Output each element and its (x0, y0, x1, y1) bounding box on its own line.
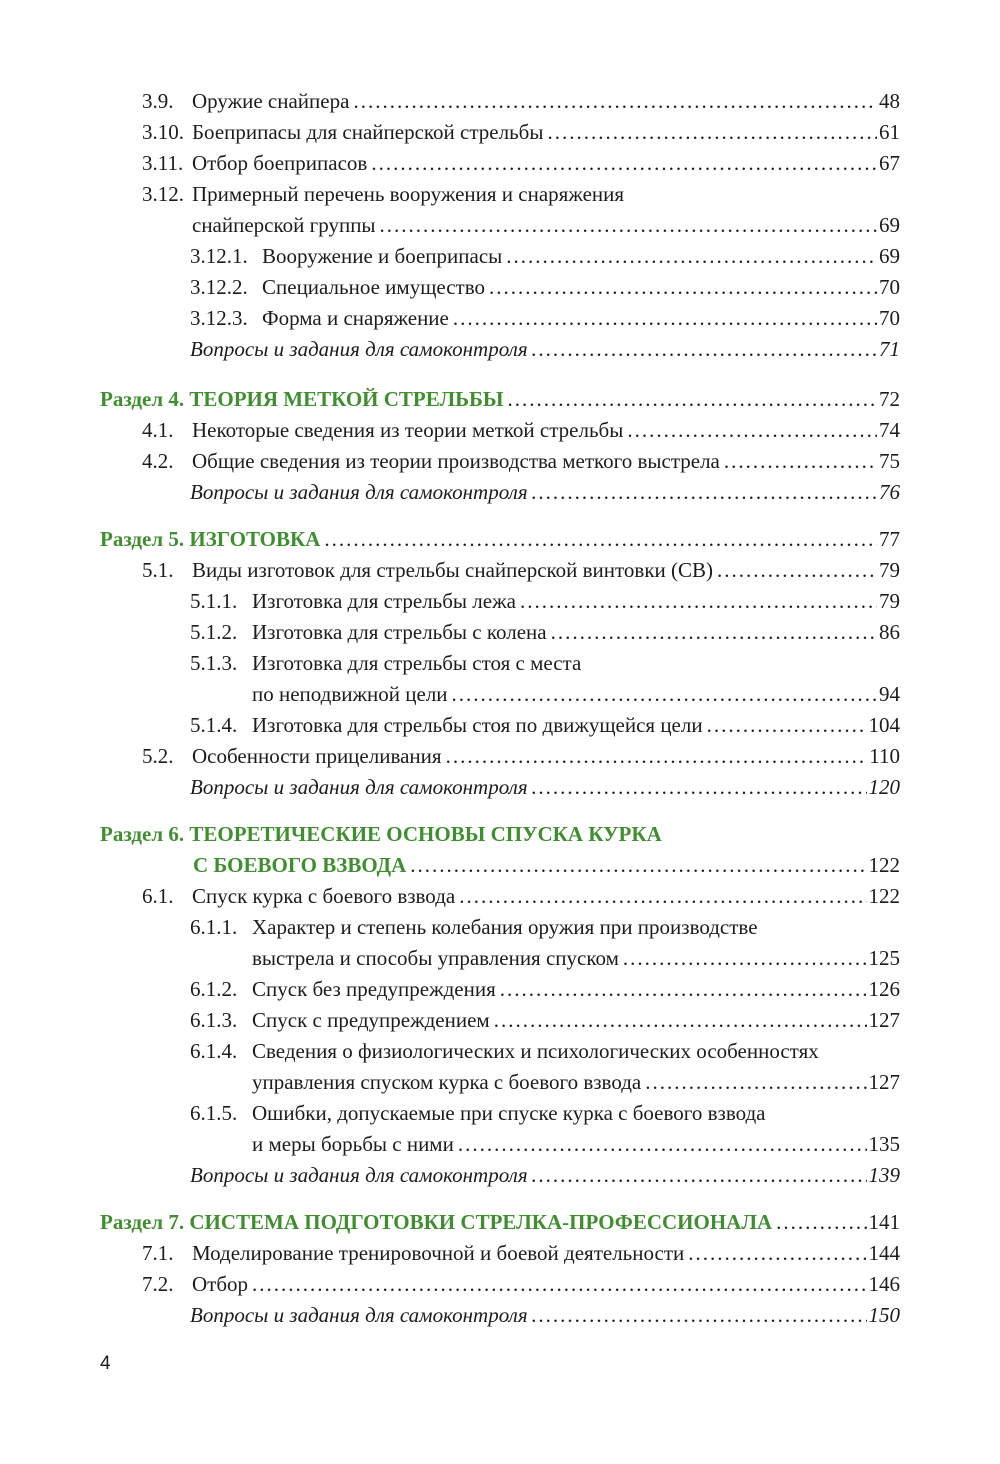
section-title: Раздел 7. СИСТЕМА ПОДГОТОВКИ СТРЕЛКА-ПРОФЕССИОНАЛА (100, 1210, 773, 1234)
entry-number: 4.2. (142, 449, 174, 473)
entry-title: Виды изготовок для стрельбы снайперской винтовки (СВ) (192, 558, 714, 582)
dot-leader (489, 272, 877, 303)
dot-leader (707, 710, 867, 741)
entry-page: 146 (868, 1272, 900, 1296)
dot-leader (353, 86, 877, 117)
entry-page: 79 (879, 558, 900, 582)
entry-number: 6.1.5. (190, 1101, 238, 1125)
table-of-contents (100, 86, 900, 1331)
dot-leader (500, 974, 867, 1005)
toc-entry[interactable] (100, 272, 900, 303)
toc-entry[interactable] (100, 974, 900, 1005)
entry-title: Изготовка для стрельбы лежа (252, 589, 516, 613)
toc-entry[interactable] (100, 179, 900, 241)
entry-page: 122 (868, 853, 900, 877)
entry-page: 70 (879, 306, 900, 330)
dot-leader (371, 148, 877, 179)
dot-leader (252, 1269, 866, 1300)
entry-page: 77 (879, 527, 900, 551)
entry-title: Спуск курка с боевого взвода (192, 884, 456, 908)
toc-entry[interactable] (100, 617, 900, 648)
toc-entry[interactable] (100, 648, 900, 710)
toc-entry-self-check[interactable] (100, 334, 900, 365)
entry-number: 6.1. (142, 884, 174, 908)
dot-leader (410, 850, 866, 881)
entry-title-line1: Сведения о физиологических и психологических особенностях (252, 1039, 819, 1063)
toc-entry[interactable] (100, 303, 900, 334)
entry-title: Отбор (192, 1272, 249, 1296)
entry-number: 3.12.2. (190, 275, 248, 299)
section-title-line2: С БОЕВОГО ВЗВОДА (193, 853, 407, 877)
toc-entry[interactable] (100, 446, 900, 477)
dot-leader (551, 617, 877, 648)
entry-page: 104 (868, 713, 900, 737)
entry-page: 94 (879, 682, 900, 706)
entry-number: 7.1. (142, 1241, 174, 1265)
entry-title: Некоторые сведения из теории меткой стрельбы (192, 418, 624, 442)
entry-title-line1: Изготовка для стрельбы стоя с места (252, 651, 582, 675)
entry-page: 120 (868, 775, 900, 799)
dot-leader (380, 210, 877, 241)
dot-leader (458, 1129, 867, 1160)
entry-title: Спуск с предупреждением (252, 1008, 490, 1032)
toc-section-heading[interactable] (100, 384, 900, 415)
entry-title: Вооружение и боеприпасы (262, 244, 503, 268)
entry-page: 135 (868, 1132, 900, 1156)
toc-entry[interactable] (100, 912, 900, 974)
entry-page: 127 (868, 1008, 900, 1032)
entry-title: Моделирование тренировочной и боевой деятельности (192, 1241, 685, 1265)
dot-leader (506, 241, 877, 272)
entry-title: Отбор боеприпасов (192, 151, 368, 175)
entry-page: 71 (879, 337, 900, 361)
entry-number: 3.9. (142, 89, 174, 113)
entry-page: 127 (868, 1070, 900, 1094)
entry-title: Особенности прицеливания (192, 744, 442, 768)
toc-entry[interactable] (100, 881, 900, 912)
toc-entry[interactable] (100, 741, 900, 772)
section-title: Раздел 5. ИЗГОТОВКА (100, 527, 321, 551)
entry-page: 48 (879, 89, 900, 113)
entry-title: Изготовка для стрельбы стоя по движущейся цели (252, 713, 703, 737)
entry-title: Форма и снаряжение (262, 306, 449, 330)
toc-section-heading[interactable] (100, 524, 900, 555)
entry-number: 5.1.2. (190, 620, 238, 644)
entry-number: 5.1.3. (190, 651, 238, 675)
entry-page: 69 (879, 244, 900, 268)
dot-leader (532, 772, 867, 803)
dot-leader (532, 1300, 867, 1331)
dot-leader (324, 524, 877, 555)
dot-leader (452, 679, 877, 710)
entry-page: 74 (879, 418, 900, 442)
entry-page: 150 (868, 1303, 900, 1327)
entry-title-line2: по неподвижной цели (252, 682, 448, 706)
entry-title: Вопросы и задания для самоконтроля (190, 1303, 528, 1327)
entry-title: Изготовка для стрельбы с колена (252, 620, 547, 644)
dot-leader (776, 1207, 866, 1238)
page-number: 4 (100, 1353, 111, 1374)
entry-page: 61 (879, 120, 900, 144)
toc-entry[interactable] (100, 1238, 900, 1269)
entry-page: 79 (879, 589, 900, 613)
entry-page: 110 (869, 744, 900, 768)
toc-entry[interactable] (100, 415, 900, 446)
toc-entry[interactable] (100, 86, 900, 117)
entry-title-line2: и меры борьбы с ними (252, 1132, 454, 1156)
toc-entry[interactable] (100, 555, 900, 586)
entry-number: 5.1.4. (190, 713, 238, 737)
entry-number: 6.1.1. (190, 915, 238, 939)
toc-entry[interactable] (100, 117, 900, 148)
entry-number: 3.10. (142, 120, 184, 144)
dot-leader (688, 1238, 866, 1269)
entry-number: 5.1. (142, 558, 174, 582)
entry-number: 3.12.3. (190, 306, 248, 330)
entry-number: 5.2. (142, 744, 174, 768)
section-title: Раздел 4. ТЕОРИЯ МЕТКОЙ СТРЕЛЬБЫ (100, 387, 504, 411)
dot-leader (623, 943, 867, 974)
entry-page: 67 (879, 151, 900, 175)
toc-entry-self-check[interactable] (100, 1300, 900, 1331)
toc-section-heading[interactable] (100, 819, 900, 881)
entry-title: Общие сведения из теории производства меткого выстрела (192, 449, 720, 473)
entry-title: Специальное имущество (262, 275, 485, 299)
toc-entry-self-check[interactable] (100, 477, 900, 508)
dot-leader (717, 555, 877, 586)
toc-entry-self-check[interactable] (100, 1160, 900, 1191)
entry-title-line2: выстрела и способы управления спуском (252, 946, 619, 970)
dot-leader (532, 1160, 867, 1191)
entry-page: 69 (879, 213, 900, 237)
entry-number: 3.11. (142, 151, 184, 175)
section-title-line1: Раздел 6. ТЕОРЕТИЧЕСКИЕ ОСНОВЫ СПУСКА КУРКА (100, 822, 662, 846)
entry-title: Спуск без предупреждения (252, 977, 496, 1001)
dot-leader (547, 117, 877, 148)
dot-leader (724, 446, 877, 477)
entry-number: 5.1.1. (190, 589, 238, 613)
entry-page: 86 (879, 620, 900, 644)
dot-leader (494, 1005, 867, 1036)
entry-title-line2: управления спуском курка с боевого взвода (252, 1070, 642, 1094)
dot-leader (520, 586, 877, 617)
entry-title-line1: Ошибки, допускаемые при спуске курка с боевого взвода (252, 1101, 766, 1125)
entry-title-line1: Примерный перечень вооружения и снаряжения (192, 182, 625, 206)
dot-leader (645, 1067, 866, 1098)
entry-page: 126 (868, 977, 900, 1001)
toc-entry[interactable] (100, 1005, 900, 1036)
entry-title: Вопросы и задания для самоконтроля (190, 337, 528, 361)
dot-leader (508, 384, 877, 415)
entry-page: 144 (868, 1241, 900, 1265)
entry-number: 6.1.3. (190, 1008, 238, 1032)
entry-title: Оружие снайпера (192, 89, 350, 113)
entry-title-line1: Характер и степень колебания оружия при производстве (252, 915, 758, 939)
toc-entry[interactable] (100, 1098, 900, 1160)
toc-entry[interactable] (100, 241, 900, 272)
toc-entry-self-check[interactable] (100, 772, 900, 803)
dot-leader (627, 415, 877, 446)
dot-leader (532, 334, 877, 365)
toc-entry[interactable] (100, 148, 900, 179)
toc-entry[interactable] (100, 586, 900, 617)
entry-number: 3.12. (142, 182, 184, 206)
entry-page: 75 (879, 449, 900, 473)
entry-number: 6.1.2. (190, 977, 238, 1001)
entry-page: 122 (868, 884, 900, 908)
entry-page: 76 (879, 480, 900, 504)
toc-entry[interactable] (100, 1269, 900, 1300)
dot-leader (446, 741, 868, 772)
entry-title: Вопросы и задания для самоконтроля (190, 1163, 528, 1187)
entry-page: 72 (879, 387, 900, 411)
entry-page: 125 (868, 946, 900, 970)
entry-page: 139 (868, 1163, 900, 1187)
toc-entry[interactable] (100, 1036, 900, 1098)
entry-title-line2: снайперской группы (192, 213, 376, 237)
dot-leader (459, 881, 866, 912)
entry-number: 7.2. (142, 1272, 174, 1296)
entry-title: Вопросы и задания для самоконтроля (190, 480, 528, 504)
entry-title: Вопросы и задания для самоконтроля (190, 775, 528, 799)
entry-number: 3.12.1. (190, 244, 248, 268)
entry-number: 6.1.4. (190, 1039, 238, 1063)
entry-page: 141 (868, 1210, 900, 1234)
toc-entry[interactable] (100, 710, 900, 741)
entry-number: 4.1. (142, 418, 174, 442)
dot-leader (453, 303, 877, 334)
entry-page: 70 (879, 275, 900, 299)
dot-leader (532, 477, 877, 508)
toc-section-heading[interactable] (100, 1207, 900, 1238)
entry-title: Боеприпасы для снайперской стрельбы (192, 120, 544, 144)
